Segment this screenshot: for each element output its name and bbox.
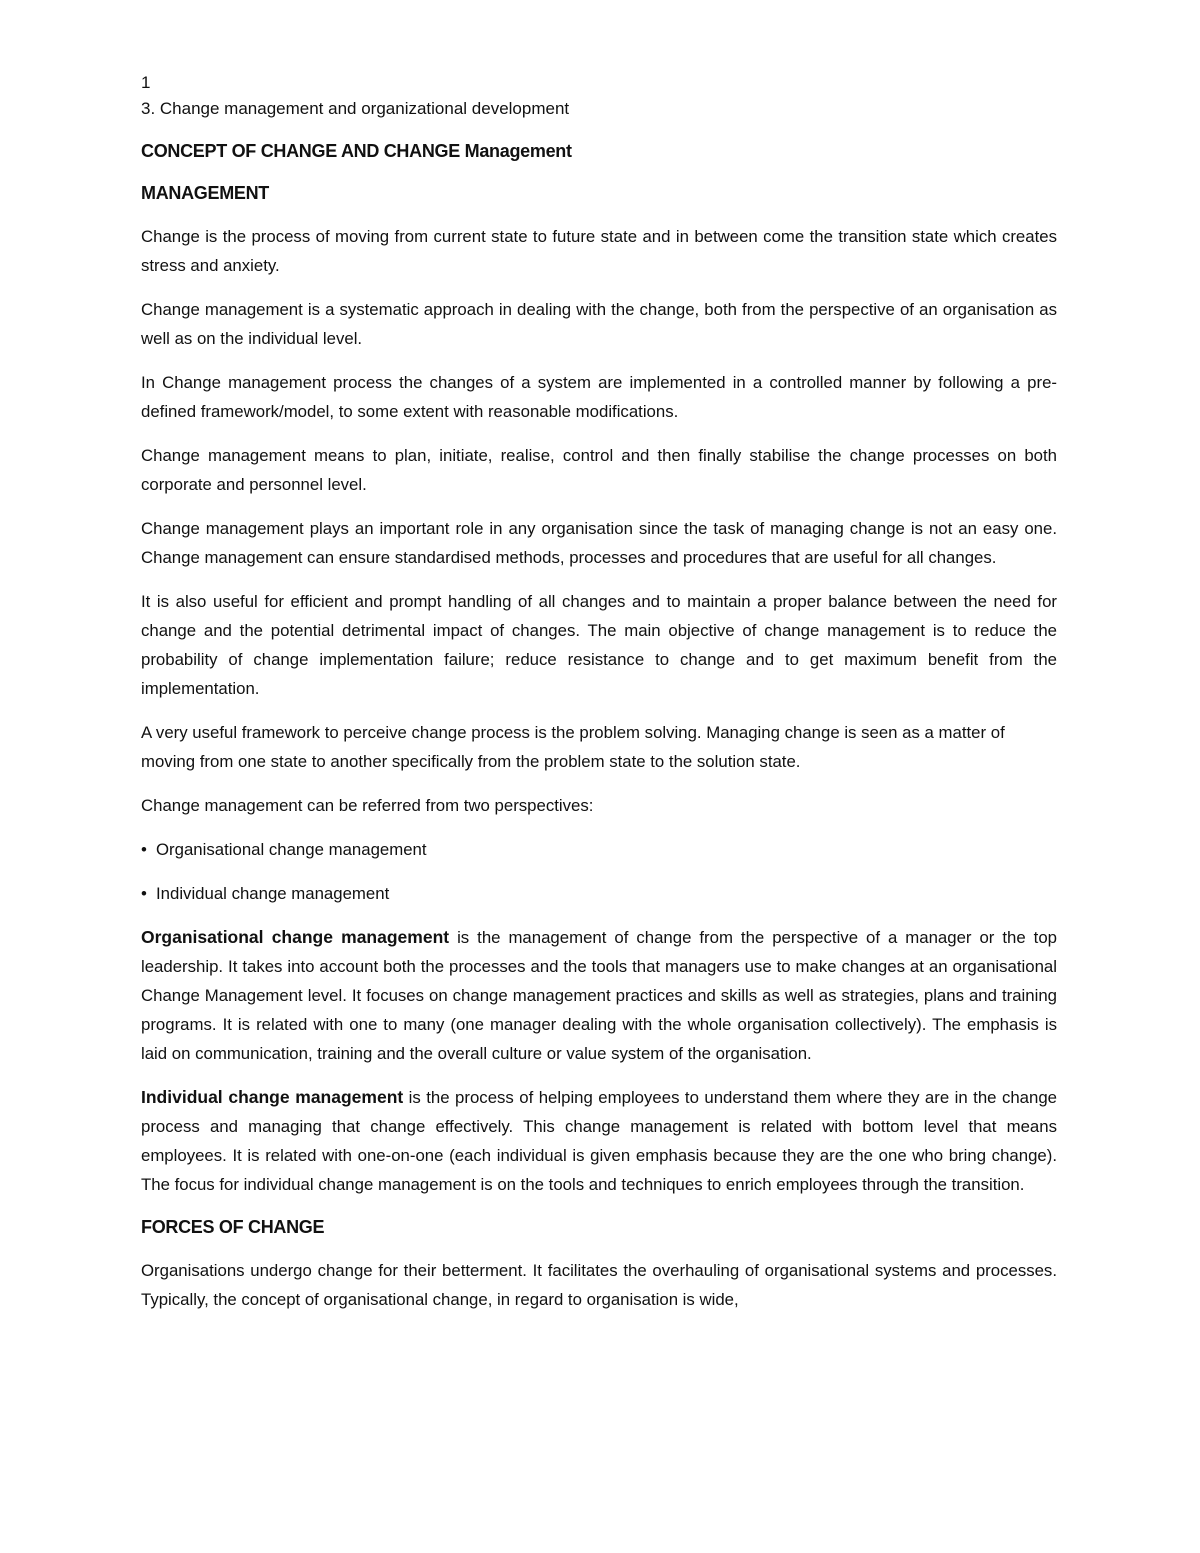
- heading-forces-of-change: FORCES OF CHANGE: [141, 1217, 325, 1237]
- paragraph-change-management-role: Change management plays an important role in any organisation since the task of managing change is not an easy one. Change management can ensure standardised methods, processes and procedures that are useful for all changes.: [141, 519, 1057, 567]
- paragraph-organisational-change: [141, 923, 1057, 1068]
- term-individual-change: Individual change management: [141, 1087, 404, 1107]
- list-item: [141, 835, 1057, 864]
- paragraph-change-definition: Change is the process of moving from current state to future state and in between come the transition state which creates stress and anxiety.: [141, 227, 1057, 275]
- list-item: [141, 879, 1057, 908]
- document-page: [141, 70, 1057, 1329]
- organisational-change-text: is the management of change from the perspective of a manager or the top leadership. It takes into account both the processes and the tools that managers use to make changes at an organisational Change Management level. It focuses on change management practices and skills as well as strategies, plans and training programs. It is related with one to many (one manager dealing with the whole organisation collectively). The emphasis is laid on communication, training and the overall culture or value system of the organisation.: [141, 928, 1057, 1063]
- bullet-icon: •: [141, 884, 147, 903]
- list-item-text: Organisational change management: [156, 840, 427, 859]
- paragraph-individual-change: [141, 1083, 1057, 1199]
- paragraph-two-perspectives: Change management can be referred from two perspectives:: [141, 796, 594, 815]
- paragraph-problem-solving-framework: A very useful framework to perceive change process is the problem solving. Managing change is seen as a matter of moving from one state to another specifically from the problem state to the solution state.: [141, 723, 1005, 771]
- heading-concept: CONCEPT OF CHANGE AND CHANGE Management: [141, 141, 572, 161]
- paragraph-change-management-approach: Change management is a systematic approach in dealing with the change, both from the perspective of an organisation as well as on the individual level.: [141, 300, 1057, 348]
- list-item-text: Individual change management: [156, 884, 390, 903]
- term-organisational-change: Organisational change management: [141, 927, 450, 947]
- paragraph-forces-of-change: Organisations undergo change for their betterment. It facilitates the overhauling of organisational systems and processes. Typically, the concept of organisational change, in regard to organisation is wide,: [141, 1261, 1057, 1309]
- bullet-icon: •: [141, 840, 147, 859]
- document-title: 3. Change management and organizational development: [141, 99, 570, 118]
- paragraph-change-management-objective: It is also useful for efficient and prompt handling of all changes and to maintain a proper balance between the need for change and the potential detrimental impact of changes. The main objective of change management is to reduce the probability of change implementation failure; reduce resistance to change and to get maximum benefit from the implementation.: [141, 592, 1057, 698]
- individual-change-text: is the process of helping employees to understand them where they are in the change process and managing that change effectively. This change management is related with bottom level that means employees. It is related with one-on-one (each individual is given emphasis because they are the one who bring change). The focus for individual change management is on the tools and techniques to enrich employees through the transition.: [141, 1088, 1057, 1194]
- paragraph-change-management-means: Change management means to plan, initiate, realise, control and then finally stabilise the change processes on both corporate and personnel level.: [141, 446, 1057, 494]
- heading-management: MANAGEMENT: [141, 183, 269, 203]
- paragraph-change-management-process: In Change management process the changes of a system are implemented in a controlled manner by following a pre-defined framework/model, to some extent with reasonable modifications.: [141, 373, 1057, 421]
- page-number: 1: [141, 73, 151, 92]
